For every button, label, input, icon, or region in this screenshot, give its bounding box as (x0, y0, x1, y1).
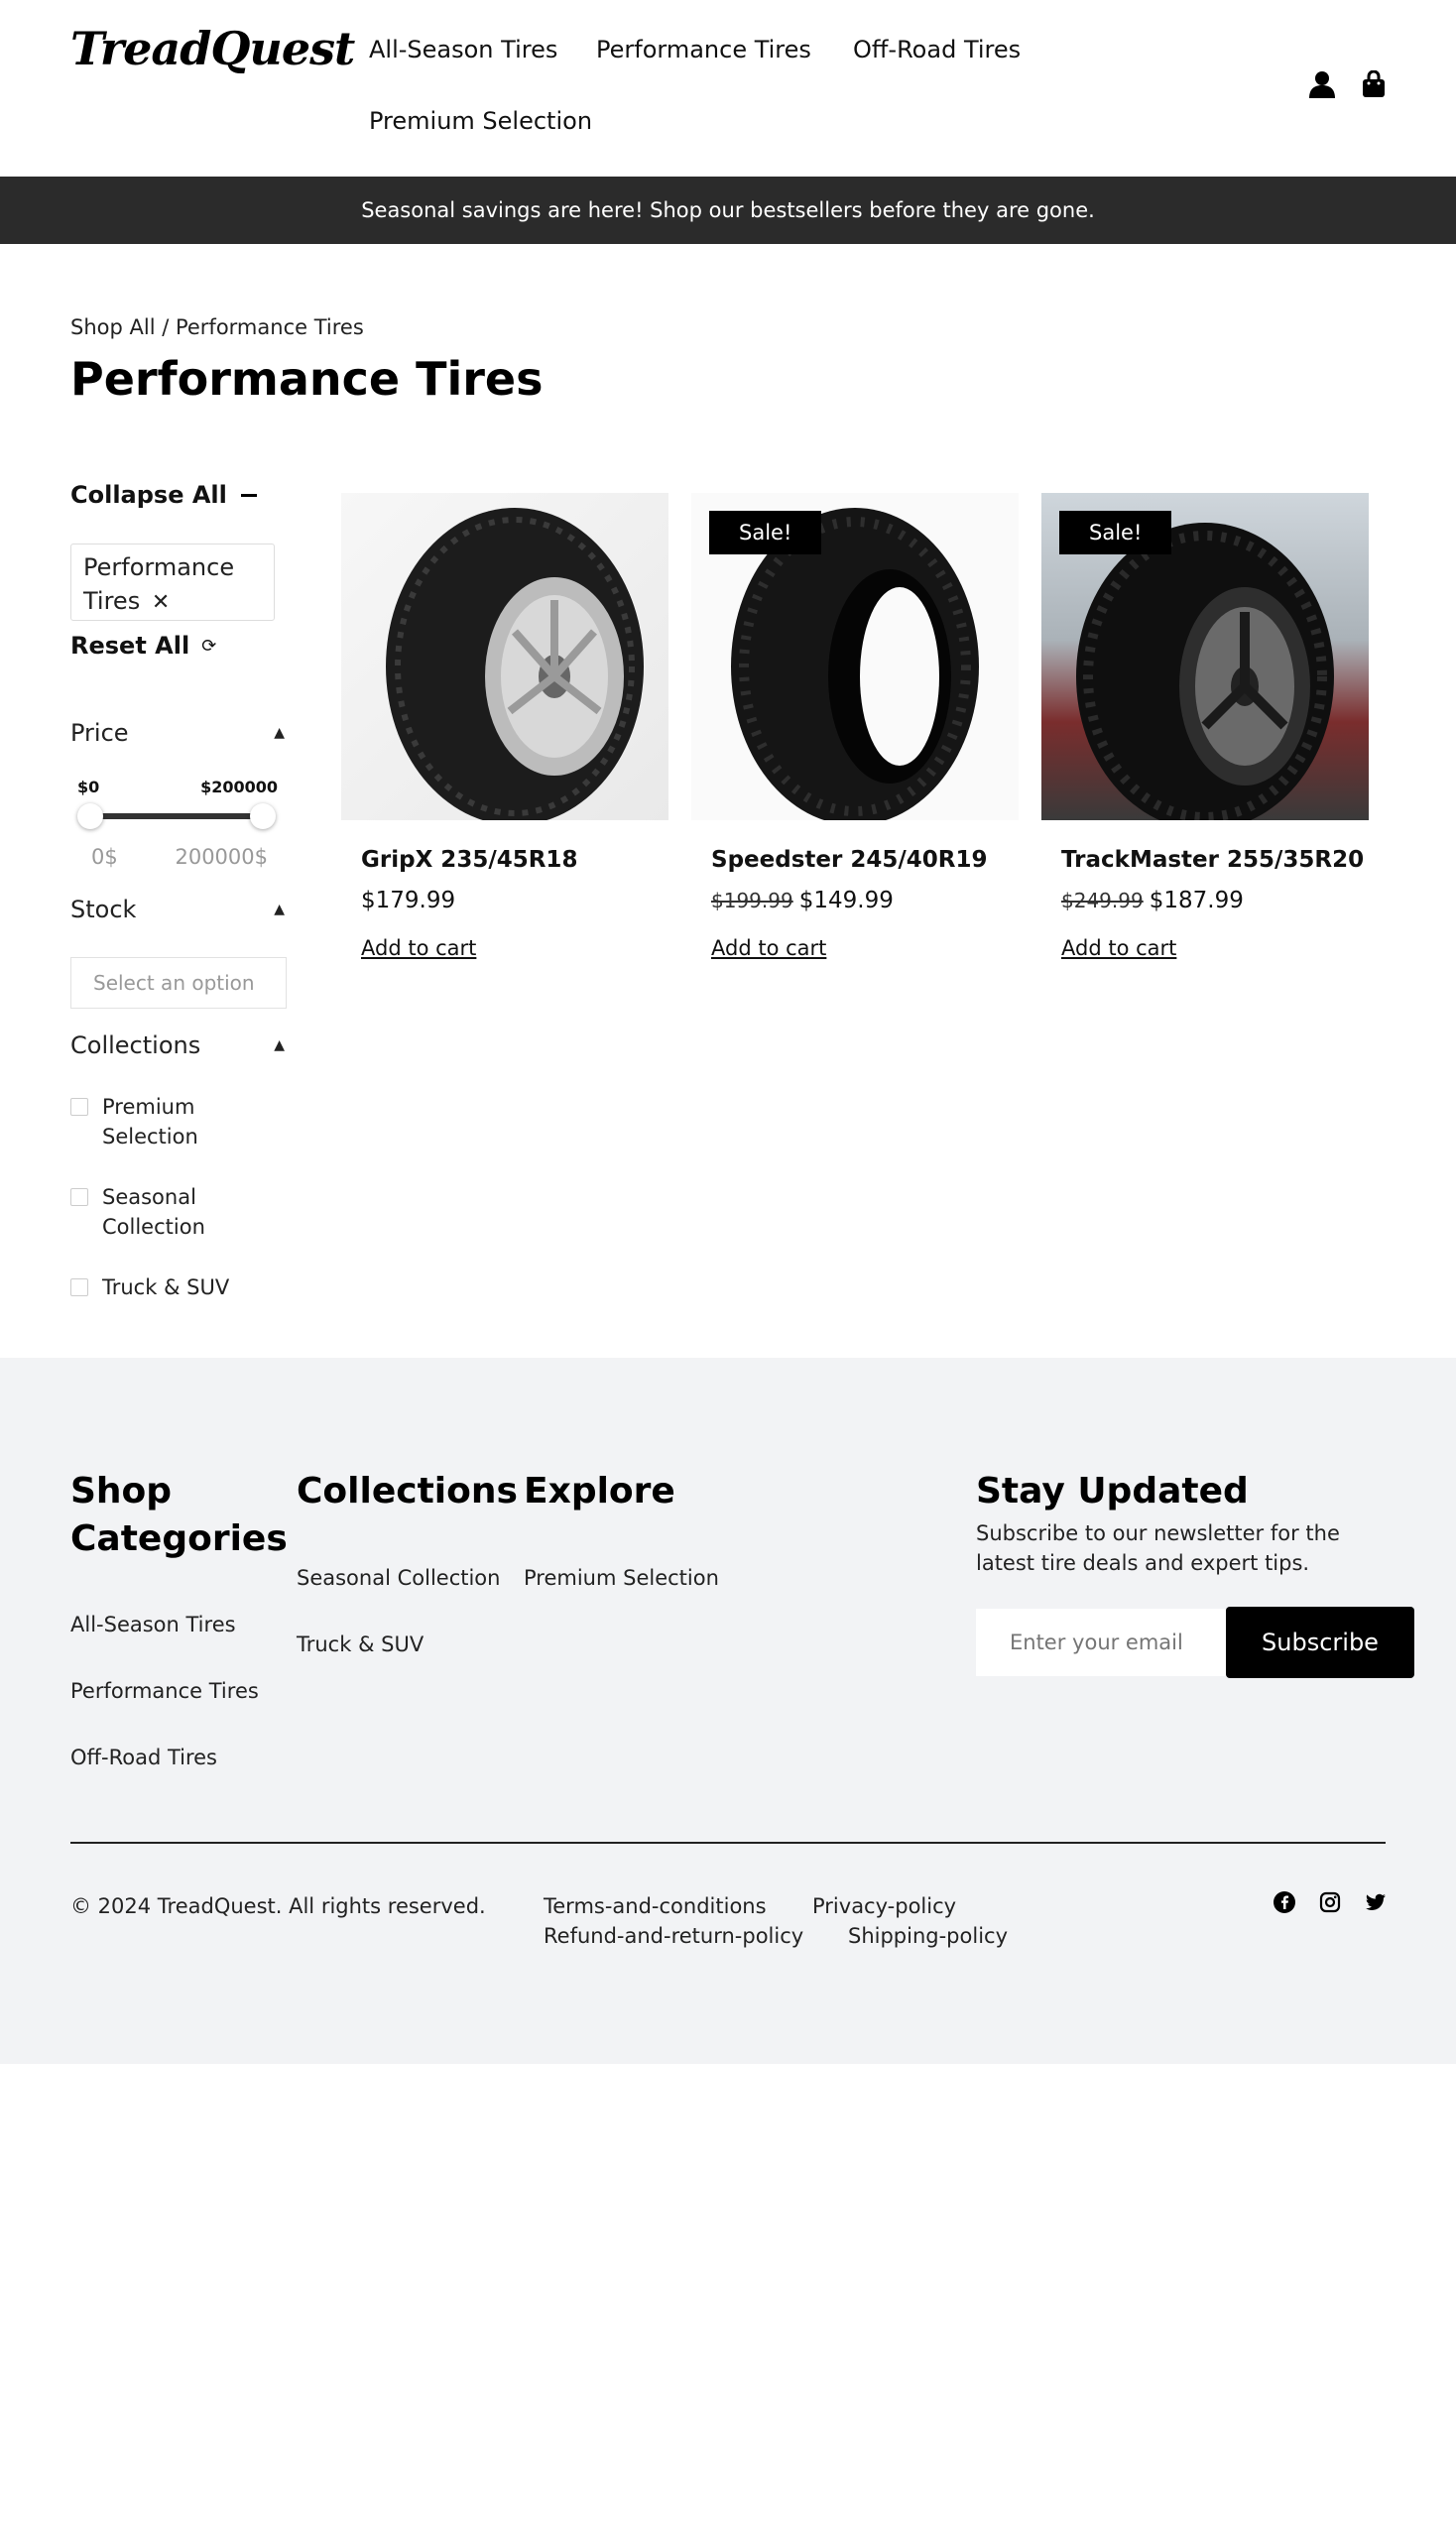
nav-off-road-tires[interactable]: Off-Road Tires (853, 36, 1022, 63)
banner-text: Seasonal savings are here! Shop our bestsellers before they are gone. (361, 198, 1095, 222)
twitter-icon[interactable] (1363, 1889, 1389, 1915)
stock-facet-label: Stock (70, 896, 137, 923)
product-card[interactable] (341, 493, 668, 960)
chevron-up-icon: ▲ (274, 902, 285, 917)
collection-option-premium-selection[interactable] (70, 1092, 229, 1151)
footer-divider (70, 1842, 1386, 1844)
stock-select-placeholder: Select an option (93, 971, 255, 995)
footer-collections-title: Collections (297, 1471, 518, 1511)
product-price (361, 888, 455, 913)
add-to-cart-button[interactable]: Add to cart (1061, 936, 1177, 960)
product-card[interactable] (691, 493, 1019, 960)
reset-all-button[interactable] (70, 632, 216, 660)
site-footer (0, 1358, 1456, 2064)
collection-option-label: Truck & SUV (102, 1275, 230, 1299)
breadcrumb[interactable]: Shop All / Performance Tires (70, 315, 364, 339)
price-facet-toggle[interactable] (70, 719, 285, 747)
policy-link-shipping[interactable]: Shipping-policy (848, 1924, 1009, 1948)
price-min-value[interactable]: 0$ (91, 845, 118, 869)
close-icon[interactable]: ✕ (151, 590, 171, 615)
product-original-price: $249.99 (1061, 889, 1144, 912)
site-header (0, 0, 1456, 177)
footer-link-off-road-tires[interactable]: Off-Road Tires (70, 1746, 217, 1769)
price-min-label: $0 (77, 778, 100, 796)
checkbox[interactable] (70, 1098, 88, 1116)
checkbox[interactable] (70, 1188, 88, 1206)
nav-performance-tires[interactable]: Performance Tires (596, 36, 811, 63)
footer-link-seasonal-collection[interactable]: Seasonal Collection (297, 1566, 501, 1590)
shopping-bag-icon[interactable] (1359, 69, 1389, 99)
product-current-price: $179.99 (361, 888, 456, 913)
sale-badge: Sale! (709, 511, 821, 554)
price-slider-track[interactable] (91, 813, 262, 819)
social-links (1272, 1889, 1389, 1915)
collection-option-seasonal-collection[interactable] (70, 1182, 229, 1242)
nav-premium-selection[interactable]: Premium Selection (369, 107, 593, 135)
add-to-cart-button[interactable]: Add to cart (361, 936, 477, 960)
instagram-icon[interactable] (1317, 1889, 1343, 1915)
copyright-text: © 2024 TreadQuest. All rights reserved. (70, 1894, 486, 1918)
footer-explore-title: Explore (524, 1471, 675, 1511)
product-name[interactable]: GripX 235/45R18 (361, 847, 578, 873)
stock-facet-toggle[interactable] (70, 896, 285, 923)
product-card[interactable] (1041, 493, 1369, 960)
price-slider-max-handle[interactable] (250, 803, 276, 829)
product-image[interactable] (1041, 493, 1369, 820)
refresh-icon: ⟳ (201, 635, 217, 657)
product-image[interactable] (341, 493, 668, 820)
collection-option-label: Seasonal Collection (102, 1185, 205, 1239)
collection-option-truck-suv[interactable] (70, 1272, 269, 1302)
reset-all-label: Reset All (70, 632, 190, 660)
facebook-icon[interactable] (1272, 1889, 1297, 1915)
product-name[interactable]: TrackMaster 255/35R20 (1061, 847, 1365, 873)
newsletter-description: Subscribe to our newsletter for the latest tire deals and expert tips. (976, 1521, 1340, 1575)
site-logo[interactable]: TreadQuest (70, 22, 355, 75)
policy-link-privacy[interactable]: Privacy-policy (812, 1894, 957, 1918)
footer-link-all-season-tires[interactable]: All-Season Tires (70, 1613, 236, 1636)
product-name[interactable]: Speedster 245/40R19 (711, 847, 988, 873)
product-price (711, 888, 894, 913)
user-icon[interactable] (1307, 69, 1337, 99)
product-sale-price: $149.99 (798, 888, 894, 913)
product-price (1061, 888, 1244, 913)
stock-select[interactable] (70, 957, 287, 1009)
footer-link-truck-suv[interactable]: Truck & SUV (297, 1632, 425, 1656)
active-filter-chip[interactable] (70, 544, 275, 621)
collections-facet-label: Collections (70, 1031, 201, 1059)
collection-option-label: Premium Selection (102, 1095, 198, 1149)
page-title: Performance Tires (70, 352, 544, 406)
add-to-cart-button[interactable]: Add to cart (711, 936, 827, 960)
product-image[interactable] (691, 493, 1019, 820)
product-sale-price: $187.99 (1149, 888, 1244, 913)
collapse-all-button[interactable] (70, 481, 257, 509)
footer-link-premium-selection[interactable]: Premium Selection (524, 1566, 719, 1590)
footer-shop-categories-title: Shop Categories (70, 1471, 288, 1559)
chevron-up-icon: ▲ (274, 725, 285, 741)
newsletter-email-input[interactable] (976, 1609, 1226, 1676)
price-slider-min-handle[interactable] (77, 803, 103, 829)
price-range-labels (77, 778, 278, 796)
announcement-banner (0, 177, 1456, 244)
product-original-price: $199.99 (711, 889, 793, 912)
checkbox[interactable] (70, 1278, 88, 1296)
chevron-up-icon: ▲ (274, 1037, 285, 1053)
subscribe-button[interactable]: Subscribe (1226, 1607, 1414, 1678)
price-facet-label: Price (70, 719, 129, 747)
policy-link-terms[interactable]: Terms-and-conditions (544, 1894, 767, 1918)
policy-link-refund[interactable]: Refund-and-return-policy (544, 1924, 804, 1948)
active-filter-label: Performance Tires (83, 553, 235, 615)
collapse-all-label: Collapse All (70, 481, 227, 509)
sale-badge: Sale! (1059, 511, 1171, 554)
footer-link-performance-tires[interactable]: Performance Tires (70, 1679, 259, 1703)
price-max-label: $200000 (200, 778, 278, 796)
price-max-value[interactable]: 200000$ (175, 845, 268, 869)
nav-all-season-tires[interactable]: All-Season Tires (369, 36, 558, 63)
price-range-values (91, 845, 268, 869)
newsletter-title: Stay Updated (976, 1471, 1249, 1511)
collections-facet-toggle[interactable] (70, 1031, 285, 1059)
minus-icon (241, 494, 257, 497)
